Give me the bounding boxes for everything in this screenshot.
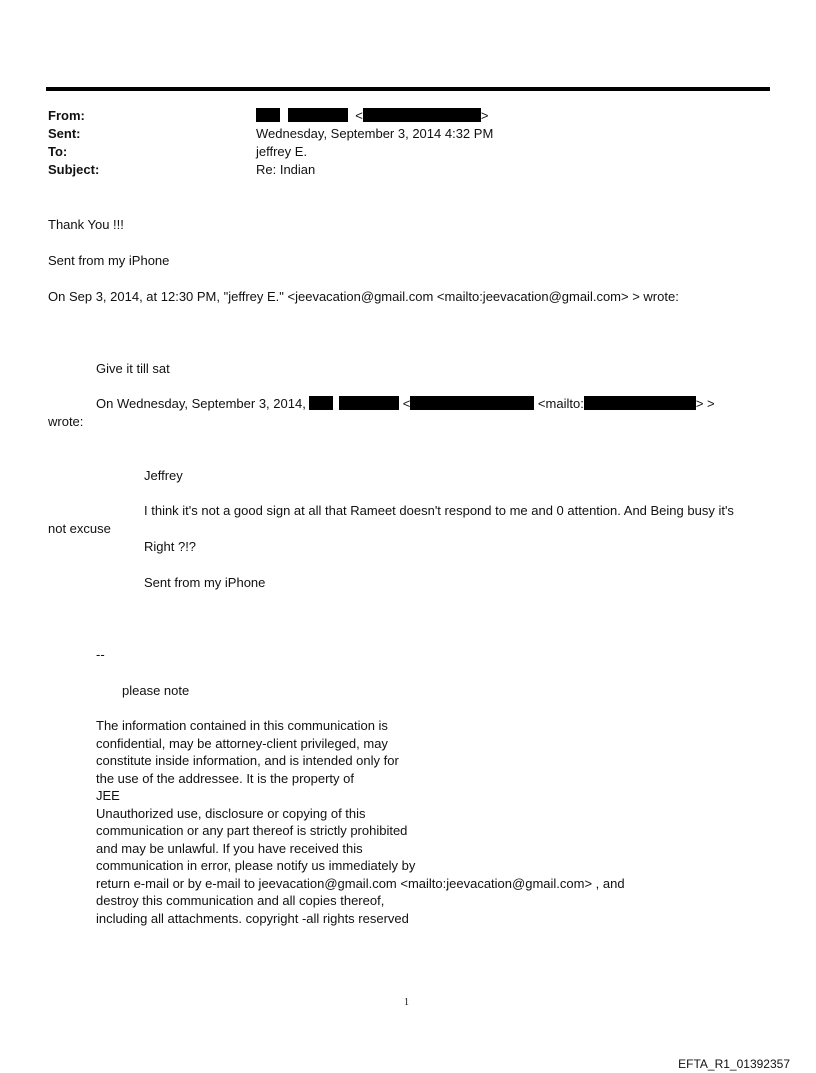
disclaimer-line: confidential, may be attorney-client privileged, may <box>96 735 388 751</box>
disclaimer-line: destroy this communication and all copies thereof, <box>96 893 385 908</box>
redaction-box <box>256 108 280 122</box>
from-gt: > <box>480 108 489 123</box>
message-line-2: not excuse <box>48 521 111 536</box>
disclaimer-line: communication in error, please notify us immediately by <box>96 858 416 873</box>
to-value: jeffrey E. <box>256 144 308 159</box>
sent-value: Wednesday, September 3, 2014 4:32 PM <box>256 126 494 141</box>
page-number: 1 <box>404 997 409 1008</box>
nested-intro-wrote: wrote: <box>48 414 84 429</box>
redaction-box <box>410 396 534 410</box>
reply-text: Thank You !!! <box>48 217 124 232</box>
disclaimer-line: constitute inside information, and is intended only for <box>96 753 399 768</box>
message-line-1: I think it's not a good sign at all that Rameet doesn't respond to me and 0 attention. And Being busy it's <box>144 503 734 518</box>
from-lt: < <box>355 108 363 123</box>
subject-value: Re: Indian <box>256 162 316 177</box>
jeffrey-reply: Give it till sat <box>96 361 170 376</box>
disclaimer-line: Unauthorized use, disclosure or copying of this <box>96 805 366 821</box>
disclaimer-line: JEE <box>96 788 120 803</box>
redaction-box <box>363 108 481 122</box>
disclaimer-line: The information contained in this communication is <box>96 718 388 733</box>
redaction-box <box>584 396 696 410</box>
to-label: To: <box>48 144 68 159</box>
redaction-box <box>309 396 333 410</box>
message-signature: Sent from my iPhone <box>144 575 266 590</box>
nested-intro-lt: < <box>402 396 411 411</box>
greeting: Jeffrey <box>144 468 183 483</box>
nested-intro-end: > > <box>695 396 715 411</box>
disclaimer-block <box>96 717 696 927</box>
redaction-box <box>288 108 348 122</box>
nested-intro-date: On Wednesday, September 3, 2014, <box>96 396 306 411</box>
signature-separator: -- <box>96 647 105 662</box>
document-id: EFTA_R1_01392357 <box>678 1057 790 1071</box>
from-label: From: <box>48 108 85 123</box>
nested-intro <box>96 396 715 411</box>
nested-intro-mailto: <mailto: <box>537 396 584 411</box>
redaction-box <box>339 396 399 410</box>
from-value <box>256 108 488 123</box>
header-rule <box>46 87 770 91</box>
disclaimer-line: communication or any part thereof is strictly prohibited <box>96 823 408 838</box>
disclaimer-line: including all attachments. copyright -all rights reserved <box>96 910 409 926</box>
sent-label: Sent: <box>48 126 81 141</box>
disclaimer-line: the use of the addressee. It is the property of <box>96 770 354 786</box>
subject-label: Subject: <box>48 162 100 177</box>
disclaimer-line: return e-mail or by e-mail to jeevacation@gmail.com <mailto:jeevacation@gmail.com> , and <box>96 875 625 891</box>
disclaimer-line: and may be unlawful. If you have received this <box>96 840 363 856</box>
reply-signature: Sent from my iPhone <box>48 253 170 268</box>
please-note: please note <box>122 683 190 698</box>
message-line-3: Right ?!? <box>144 539 197 554</box>
quote-intro: On Sep 3, 2014, at 12:30 PM, "jeffrey E." <jeevacation@gmail.com <mailto:jeevacation@gmail.com> > wrote: <box>48 289 679 304</box>
